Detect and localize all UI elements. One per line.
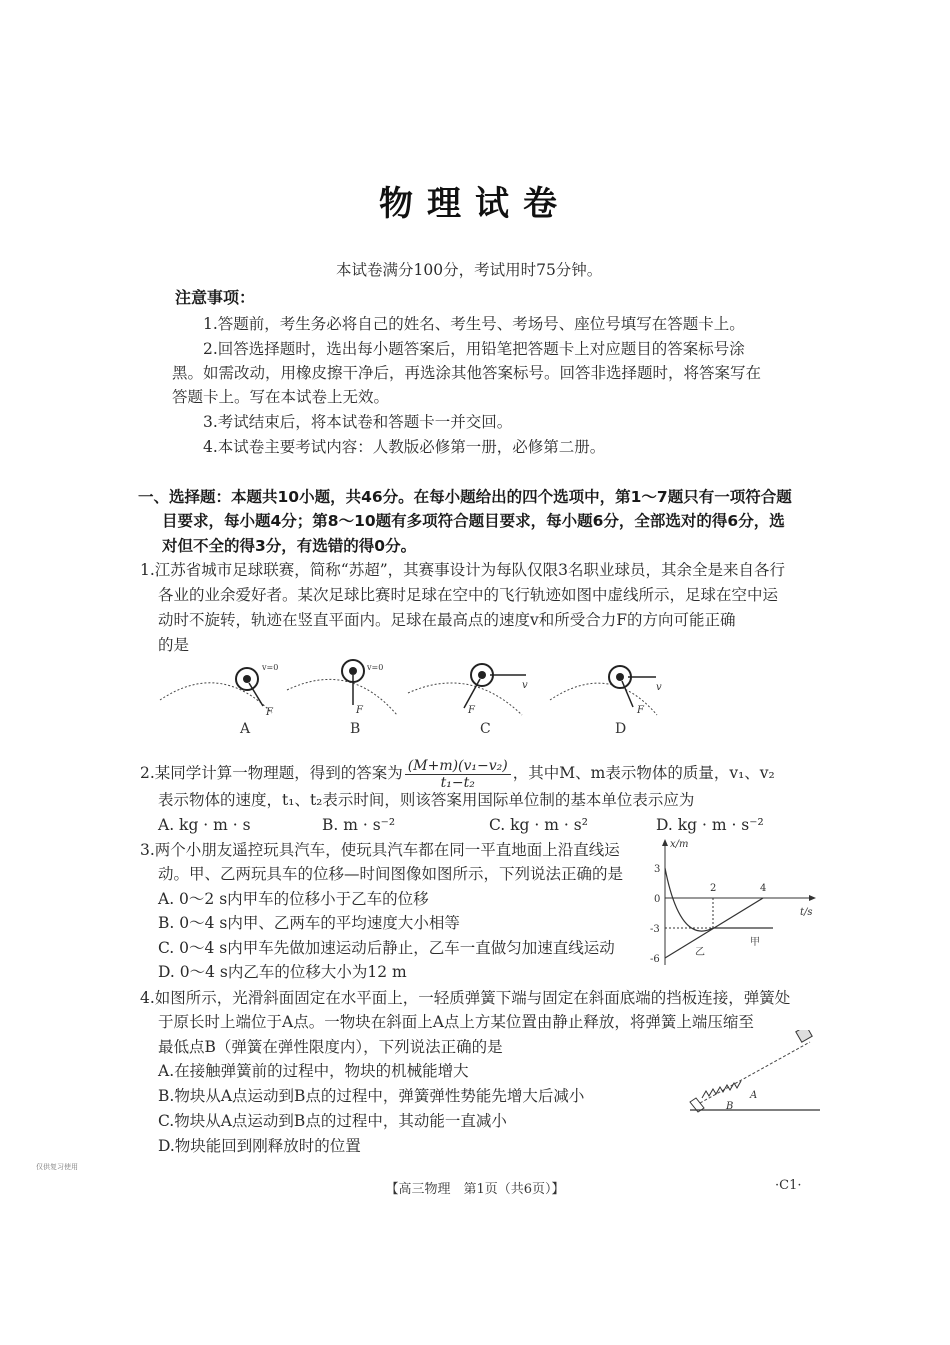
x-tick: 4 <box>760 883 767 894</box>
q4-option-a: A.在接触弹簧前的过程中，物块的机械能增大 <box>158 1062 469 1080</box>
subtitle: 本试卷满分100分，考试用时75分钟。 <box>336 261 603 279</box>
q2-suffix: ，其中M、m表示物体的质量，v₁、v₂ <box>512 764 775 782</box>
q3-xt-graph <box>630 835 830 975</box>
y-tick: -6 <box>650 954 660 965</box>
q3-option-d: D. 0～4 s内乙车的位移大小为12 m <box>158 963 407 981</box>
q2-option-b: B. m · s⁻² <box>322 816 396 834</box>
x-tick: 2 <box>710 883 717 894</box>
block <box>796 1030 812 1042</box>
svg-text:F: F <box>356 705 363 716</box>
page-title: 物理试卷 <box>379 184 571 224</box>
series-yi-label: 乙 <box>695 947 705 958</box>
svg-text:v: v <box>522 680 528 691</box>
q1-figure-c <box>408 664 528 737</box>
q2-option-a: A. kg · m · s <box>158 816 251 834</box>
x-axis-label: t/s <box>800 907 813 918</box>
q1-text: 动时不旋转，轨迹在竖直平面内。足球在最高点的速度v和所受合力F的方向可能正确 <box>158 611 736 629</box>
svg-text:v: v <box>656 682 662 693</box>
q1-text: 各业的业余爱好者。某次足球比赛时足球在空中的飞行轨迹如图中虚线所示，足球在空中运 <box>158 586 779 604</box>
q4-option-b: B.物块从A点运动到B点的过程中，弹簧弹性势能先增大后减小 <box>158 1087 585 1105</box>
q4-text: 于原长时上端位于A点。一物块在斜面上A点上方某位置由静止释放，将弹簧上端压缩至 <box>158 1013 754 1031</box>
paper-code: ·C1· <box>775 1178 802 1193</box>
svg-text:C: C <box>480 721 491 737</box>
q1-figure-b <box>287 660 397 737</box>
section-heading: 一、选择题：本题共10小题，共46分。在每小题给出的四个选项中，第1～7题只有一项符合题 <box>138 488 792 506</box>
q2-text: 表示物体的速度，t₁、t₂表示时间，则该答案用国际单位制的基本单位表示应为 <box>158 791 695 809</box>
q3-option-a: A. 0～2 s内甲车的位移小于乙车的位移 <box>158 890 429 908</box>
point-a-label: A <box>750 1090 758 1101</box>
notice-line: 3.考试结束后，将本试卷和答题卡一并交回。 <box>203 413 513 431</box>
svg-text:A: A <box>240 721 251 737</box>
notice-line: 黑。如需改动，用橡皮擦干净后，再选涂其他答案标号。回答非选择题时，将答案写在 <box>172 364 762 382</box>
page-footer: 【高三物理 第1页（共6页）】 <box>385 1182 565 1197</box>
q4-text: 4.如图所示，光滑斜面固定在水平面上，一轻质弹簧下端与固定在斜面底端的挡板连接，弹簧处 <box>140 989 791 1007</box>
section-heading: 对但不全的得3分，有选错的得0分。 <box>162 537 417 555</box>
svg-text:D: D <box>615 721 627 737</box>
notice-line: 2.回答选择题时，选出每小题答案后，用铅笔把答题卡上对应题目的答案标号涂 <box>203 340 745 358</box>
q1-text: 的是 <box>158 636 190 654</box>
q4-incline-figure <box>680 1030 820 1120</box>
q1-figure-a <box>160 663 278 737</box>
svg-text:v=0: v=0 <box>367 663 384 672</box>
q4-text: 最低点B（弹簧在弹性限度内），下列说法正确的是 <box>158 1038 503 1056</box>
notice-line: 1.答题前，考生务必将自己的姓名、考生号、考场号、座位号填写在答题卡上。 <box>203 315 745 333</box>
fraction-denominator: t₁−t₂ <box>440 774 475 791</box>
notice-line: 答题卡上。写在本试卷上无效。 <box>172 388 390 406</box>
q2-text <box>140 756 775 791</box>
section-heading: 目要求，每小题4分；第8～10题有多项符合题目要求，每小题6分，全部选对的得6分，选 <box>162 512 785 530</box>
side-note: 仅供复习使用 <box>36 1163 78 1171</box>
q3-option-b: B. 0～4 s内甲、乙两车的平均速度大小相等 <box>158 914 460 932</box>
y-axis-label: x/m <box>670 839 689 850</box>
q2-option-c: C. kg · m · s² <box>489 816 588 834</box>
svg-text:v=0: v=0 <box>262 663 279 672</box>
svg-text:B: B <box>350 721 361 737</box>
fraction-numerator: (M+m)(v₁−v₂) <box>405 758 511 775</box>
q1-text: 1.江苏省城市足球联赛，简称“苏超”，其赛事设计为每队仅限3名职业球员，其余全是来自各行 <box>140 561 786 579</box>
q1-figure-d <box>550 666 662 737</box>
y-tick: -3 <box>650 924 660 935</box>
q4-option-c: C.物块从A点运动到B点的过程中，其动能一直减小 <box>158 1112 507 1130</box>
q3-text: 3.两个小朋友遥控玩具汽车，使玩具汽车都在同一平直地面上沿直线运 <box>140 841 620 859</box>
y-tick: 3 <box>654 864 661 875</box>
series-jia-label: 甲 <box>750 937 760 948</box>
q2-option-d: D. kg · m · s⁻² <box>656 816 764 834</box>
notice-heading: 注意事项： <box>175 288 256 307</box>
series-jia-line <box>665 868 773 931</box>
y-tick: 0 <box>654 894 661 905</box>
q4-option-d: D.物块能回到刚释放时的位置 <box>158 1137 361 1155</box>
q2-prefix: 2.某同学计算一物理题，得到的答案为 <box>140 764 403 782</box>
notice-line: 4.本试卷主要考试内容：人教版必修第一册，必修第二册。 <box>203 438 606 456</box>
q2-fraction <box>405 758 511 791</box>
svg-text:F: F <box>266 707 273 718</box>
point-b-label: B <box>726 1101 734 1112</box>
svg-text:F: F <box>468 705 475 716</box>
q1-figures <box>150 655 820 745</box>
q3-option-c: C. 0～4 s内甲车先做加速运动后静止，乙车一直做匀加速直线运动 <box>158 939 615 957</box>
svg-text:F: F <box>637 705 644 716</box>
q3-text: 动。甲、乙两玩具车的位移—时间图像如图所示，下列说法正确的是 <box>158 865 624 883</box>
